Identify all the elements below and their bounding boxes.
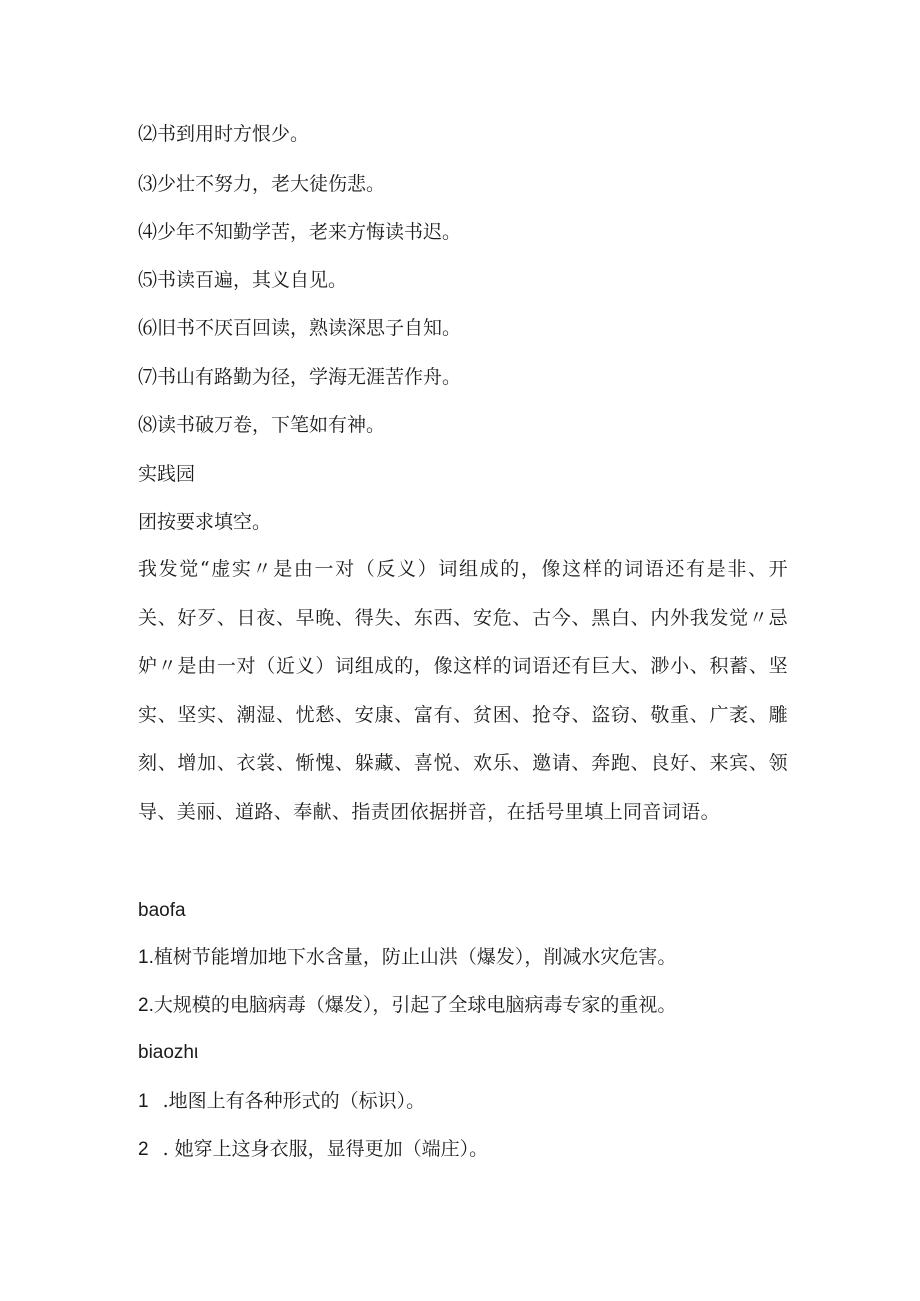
proverb-3: ⑶少壮不努力，老大徒伤悲。 [138, 173, 386, 195]
item-number: 1. [138, 947, 154, 968]
sentence-baofa-2 [138, 993, 676, 1018]
pinyin-biaozhi: biaozhι [138, 1042, 199, 1063]
sentence-biaozhi-1 [138, 1089, 425, 1114]
item-number: 1 [138, 1091, 149, 1112]
sentence-baofa-1 [138, 945, 676, 970]
item-text: 大规模的电脑病毒（爆发），引起了全球电脑病毒专家的重视。 [153, 994, 677, 1016]
proverb-2: ⑵书到用时方恨少。 [138, 123, 310, 145]
proverb-8: ⑻读书破万卷，下笔如有神。 [138, 414, 386, 436]
item-text: . 她穿上这身衣服，显得更加（端庄）。 [162, 1138, 489, 1160]
pinyin-baofa: baofa [138, 900, 186, 921]
item-number: 2 [138, 1139, 149, 1160]
item-text: .地图上有各种形式的（标识）。 [162, 1090, 426, 1112]
instruction: 团按要求填空。 [138, 511, 272, 533]
sentence-biaozhi-2 [138, 1137, 488, 1162]
proverb-4: ⑷少年不知勤学苦，老来方悔读书迟。 [138, 221, 462, 243]
proverb-6: ⑹旧书不厌百回读，熟读深思子自知。 [138, 317, 462, 339]
item-text: 植树节能增加地下水含量，防止山洪（爆发），削减水灾危害。 [153, 946, 677, 968]
item-number: 2. [138, 995, 154, 1016]
body-paragraph: 我发觉“虚实〃是由一对（反义）词组成的，像这样的词语还有是非、开关、好歹、日夜、早晚、得失、东西、安危、古今、黑白、内外我发觉〃忌妒〃是由一对（近义）词组成的，像这样的词语还有巨大、渺小、积蓄、坚实、坚实、潮湿、忧愁、安康、富有、贫困、抢夺、盗窃、敬重、广袤、雕刻、增加、衣裳、惭愧、躲藏、喜悦、欢乐、邀请、奔跑、良好、来宾、领导、美丽、道路、奉献、指责团依据拼音，在括号里填上同音词语。 [138, 558, 788, 823]
proverb-5: ⑸书读百遍，其义自见。 [138, 269, 348, 291]
proverb-7: ⑺书山有路勤为径，学海无涯苦作舟。 [138, 366, 462, 388]
section-title: 实践园 [138, 463, 196, 485]
